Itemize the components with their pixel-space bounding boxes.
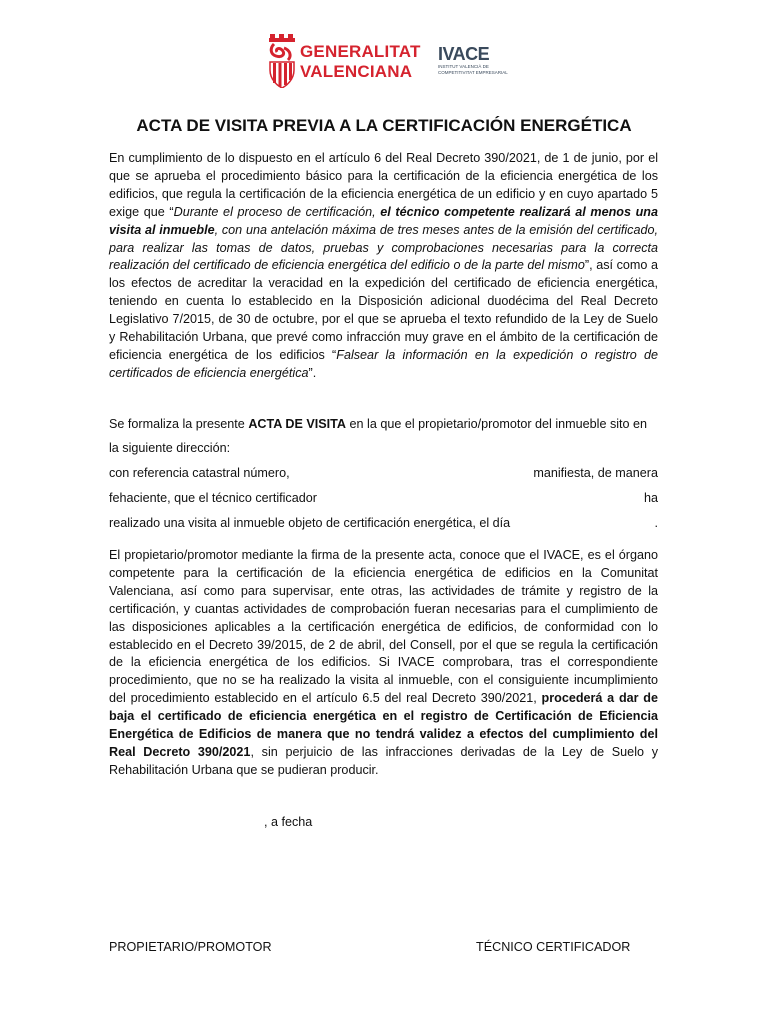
generalitat-valenciana-logo (268, 34, 421, 88)
line-end-period: . (654, 516, 658, 530)
notice-paragraph (109, 547, 658, 780)
generalitat-logo-line1: GENERALITAT (300, 42, 421, 61)
notice-bold: procederá a dar de baja el certificado de eficiencia energética en el registro de Certificación de Eficiencia Energética de Edificios de manera que no tendrá validez a efectos del cumplimiento del Real Decreto 390/2021 (109, 691, 659, 759)
manifests-label: manifiesta, de manera (533, 466, 658, 480)
intro-paragraph (109, 150, 658, 383)
technician-label: fehaciente, que el técnico certificador (109, 491, 317, 505)
generalitat-emblem-icon (268, 34, 296, 88)
ivace-logo-subtitle: INSTITUT VALENCIÀ DE COMPETITIVITAT EMPRESARIAL (438, 64, 508, 75)
intro-bold-italic: el técnico competente realizará al menos una visita al inmueble (109, 204, 658, 237)
visit-date-label: realizado una visita al inmueble objeto de certificación energética, el día (109, 516, 511, 530)
technician-signature-label: TÉCNICO CERTIFICADOR (476, 940, 631, 954)
notice-text-1: El propietario/promotor mediante la firma de la presente acta, conoce que el IVACE, es el órgano competente para la certificación de la eficiencia energética de edificios en la Comunitat Valenciana, así como para supervisar, ente otras, las actividades de trámite y registro de la certificación, y cuantas actividades de comprobación fueran necesarias para el cumplimiento de las disposiciones aplicables a la certificación energética de edificios, de conformidad con lo establecido en el Decreto 39/2015, de 2 de abril, del Consell, por el que se regula la certificación de la eficiencia energética de los edificios. Si IVACE comprobara, tras el correspondiente procedimiento, que no se ha realizado la visita al inmueble, con el consiguiente incumplimiento del procedimiento establecido en el artículo 6.5 del real Decreto 390/2021, (109, 548, 658, 706)
form-line-5 (109, 515, 658, 532)
document-title: ACTA DE VISITA PREVIA A LA CERTIFICACIÓN ENERGÉTICA (136, 116, 632, 135)
ivace-logo (436, 44, 506, 78)
form-line-2 (109, 440, 658, 457)
cadastral-reference-label: con referencia catastral número, (109, 466, 290, 480)
form-line-1 (109, 416, 658, 433)
place-date-line: , a fecha (264, 815, 313, 829)
acta-de-visita-label: ACTA DE VISITA (248, 417, 347, 431)
intro-italic-2: , con una antelación máxima de tres meses antes de la emisión del certificado, para realizar las tomas de datos, pruebas y comprobaciones necesarias para la correcta realización del certificado de eficiencia energética del edificio o de la parte del mismo (109, 222, 658, 273)
generalitat-logo-line2: VALENCIANA (300, 62, 413, 81)
form-line-4 (109, 490, 658, 507)
generalitat-logo-text (300, 42, 421, 82)
owner-signature-label: PROPIETARIO/PROMOTOR (109, 940, 272, 954)
address-label: la siguiente dirección: (109, 441, 231, 455)
intro-text-2: ”, así como a los efectos de acreditar la veracidad en la expedición del certificado de eficiencia energética, teniendo en cuenta lo establecido en la Disposición adicional duodécima del Real Decreto Legislativo 7/2015, de 30 de octubre, por el que se aprueba el texto refundido de la Ley de Suelo y Rehabilitación Urbana, que prevé como infracción muy grave en el ámbito de la certificación de eficiencia energética de los edificios “ (109, 258, 658, 362)
intro-italic-3: Falsear la información en la expedición o registro de certificados de eficiencia energética (109, 347, 659, 380)
form-line1-c: en la que el propietario/promotor del inmueble sito en (346, 417, 648, 431)
notice-text-2: , sin perjuicio de las infracciones derivadas de la Ley de Suelo y Rehabilitación Urbana que se pudieran producir. (109, 744, 658, 777)
form-line1-a: Se formaliza la presente (109, 417, 249, 431)
form-line-3 (109, 465, 658, 482)
intro-text-1: En cumplimiento de lo dispuesto en el artículo 6 del Real Decreto 390/2021, de 1 de junio, por el que se aprueba el procedimiento básico para la certificación de la eficiencia energética de los edificios, que regula la certificación de la eficiencia energética de un edificio y en cuyo apartado 5 exige que “ (109, 151, 658, 219)
has-label: ha (643, 491, 658, 505)
ivace-logo-text: IVACE (438, 44, 490, 64)
intro-italic-1: Durante el proceso de certificación, (173, 204, 381, 219)
intro-text-3: ”. (308, 365, 317, 380)
